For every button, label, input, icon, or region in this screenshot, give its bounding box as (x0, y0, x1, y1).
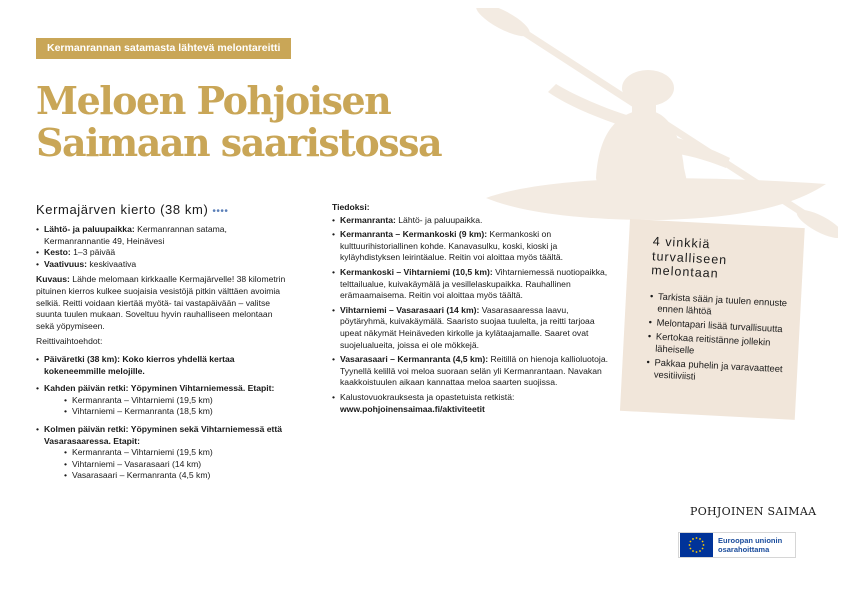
stage-item: • Kermanranta – Vihtarniemi (19,5 km) (64, 395, 290, 407)
tips-title (651, 234, 794, 285)
tip-item: • Kertokaa reitistänne jollekin läheiselle (647, 330, 789, 361)
info-label: Vasarasaari – Kermanranta (4,5 km): (340, 354, 489, 365)
stage-item: • Vihtarniemi – Kermanranta (18,5 km) (64, 406, 290, 418)
route-title-text: Kermajärven kierto (38 km) (36, 202, 209, 217)
info-title: Tiedoksi: (332, 202, 370, 212)
tips-title-line: 4 vinkkiä (652, 234, 711, 252)
fact-text: 1–3 päivää (70, 247, 116, 258)
info-column (332, 202, 616, 418)
eu-star (689, 544, 691, 546)
fact-difficulty (36, 259, 290, 271)
tip-item: • Tarkista sään ja tuulen ennuste ennen lähtöä (649, 290, 791, 321)
eu-star (703, 544, 705, 546)
tip-item: • Pakkaa puhelin ja varavaatteet vesitiiviisti (646, 356, 788, 387)
fact-label: Vaativuus: (44, 258, 87, 269)
info-item (332, 267, 616, 302)
eu-star (696, 551, 698, 553)
info-label: Vihtarniemi – Vasarasaari (14 km): (340, 304, 480, 315)
route-tag: Kermanrannan satamasta lähtevä melontareitti (36, 38, 291, 59)
info-text: Kermankoski on kulttuurihistoriallinen kohde. Kanavasulku, koski, kioski ja kyläyhdistyksen leirintäalue. Reitin voi aloittaa myös täältä. (340, 229, 564, 263)
info-label: Kermanranta – Kermankoski (9 km): (340, 229, 488, 240)
fact-duration (36, 247, 290, 259)
title-line-1: Meloen Pohjoisen (36, 78, 391, 123)
route-title (36, 202, 290, 220)
eu-flag-icon (680, 533, 713, 557)
eu-star (692, 538, 694, 540)
route-column (36, 202, 290, 482)
eu-funding-badge (678, 532, 796, 558)
fact-label: Kesto: (44, 247, 71, 258)
option-text: Päiväretki (38 km): Koko kierros yhdellä kertaa kokeneemmille melojille. (44, 353, 235, 376)
info-item (332, 354, 616, 389)
option-two-day (36, 383, 290, 418)
info-text: Reitillä on hienoja kallioluotoja. Tyynellä kelillä voi meloa suoraan selän yli Kermanrantaan. Navakan kaakkoistuulen aikaan kannattaa meloa saarten suojissa. (340, 354, 609, 388)
option-text: Kolmen päivän retki: Yöpyminen sekä Vihtarniemessä että Vasarasaaressa. Etapit: (44, 423, 283, 446)
rental-text: Kalustovuokrauksesta ja opastetuista retkistä: (340, 391, 515, 402)
info-item (332, 215, 616, 227)
eu-text (718, 536, 782, 554)
tip-item: • Melontapari lisää turvallisuutta (648, 316, 789, 335)
options-title: Reittivaihtoehdot: (36, 336, 103, 347)
info-item-rental (332, 392, 616, 415)
stage-item: • Vihtarniemi – Vasarasaari (14 km) (64, 459, 290, 471)
eu-star (702, 541, 704, 543)
fact-start (36, 224, 290, 247)
info-label: Kermanranta: (340, 214, 396, 225)
eu-star (690, 548, 692, 550)
route-description (36, 274, 290, 332)
option-three-day (36, 424, 290, 482)
pohjoinen-saimaa-logo: POHJOINEN SAIMAA (690, 505, 817, 518)
info-text: Vasarasaaressa laavu, pöytäryhmä, kuivakäymälä. Saaristo suojaa tuulelta, ja reitti tarjoaa upeat näkymät Heinäveden kirkolle ja kylätaajamalle. Saaret ovat suojelualueita, joissa ei ole mökkejä. (340, 304, 595, 350)
info-item (332, 305, 616, 351)
route-facts (36, 224, 290, 270)
eu-star (690, 541, 692, 543)
eu-star (692, 550, 694, 552)
fact-text: Kermanrannan satama, Kermanrannantie 49, Heinävesi (44, 224, 227, 246)
stage-item: • Kermanranta – Vihtarniemi (19,5 km) (64, 447, 290, 459)
tips-title-line: melontaan (650, 263, 719, 281)
description-label: Kuvaus: (36, 274, 70, 285)
eu-text-line: osarahoittama (718, 545, 770, 554)
info-text: Vihtarniemessä nuotiopaikka, telttailualue, kuivakäymälä ja vesillelaskupaikka. Rauhallinen erämaamaisema. Reitin voi aloittaa myös täältä. (340, 266, 608, 301)
tips-title-line: turvalliseen (651, 248, 728, 267)
option-day-trip (36, 354, 290, 377)
description-text: Lähde melomaan kirkkaalle Kermajärvelle! 38 kilometrin pituinen kierros kulkee suojaisia vesistöjä pitkin välttäen avoimia selkiä. Reitti voidaan kiertää myötä- tai vastapäivään – valitse suunta tuulen mukaan. Soveltuu hyvin rauhalliseen melontaan sekä yöpymiseen. (36, 274, 286, 331)
eu-text-line: Euroopan unionin (718, 536, 783, 545)
rental-link[interactable]: www.pohjoinensaimaa.fi/aktiviteetit (340, 403, 485, 414)
safety-tips-card (620, 219, 805, 420)
stage-item: • Vasarasaari – Kermanranta (4,5 km) (64, 470, 290, 482)
info-item (332, 229, 616, 264)
page-title (36, 80, 441, 164)
info-label: Kermankoski – Vihtarniemi (10,5 km): (340, 266, 493, 277)
fact-label: Lähtö- ja paluupaikka: (44, 224, 135, 234)
eu-star (699, 538, 701, 540)
eu-star (696, 537, 698, 539)
fact-text: keskivaativa (87, 258, 137, 269)
route-dots: •••• (212, 206, 229, 217)
title-line-2: Saimaan saaristossa (36, 120, 442, 165)
eu-star (702, 548, 704, 550)
info-text: Lähtö- ja paluupaikka. (395, 214, 483, 225)
eu-star (699, 550, 701, 552)
option-text: Kahden päivän retki: Yöpyminen Vihtarniemessä. Etapit: (44, 383, 275, 394)
